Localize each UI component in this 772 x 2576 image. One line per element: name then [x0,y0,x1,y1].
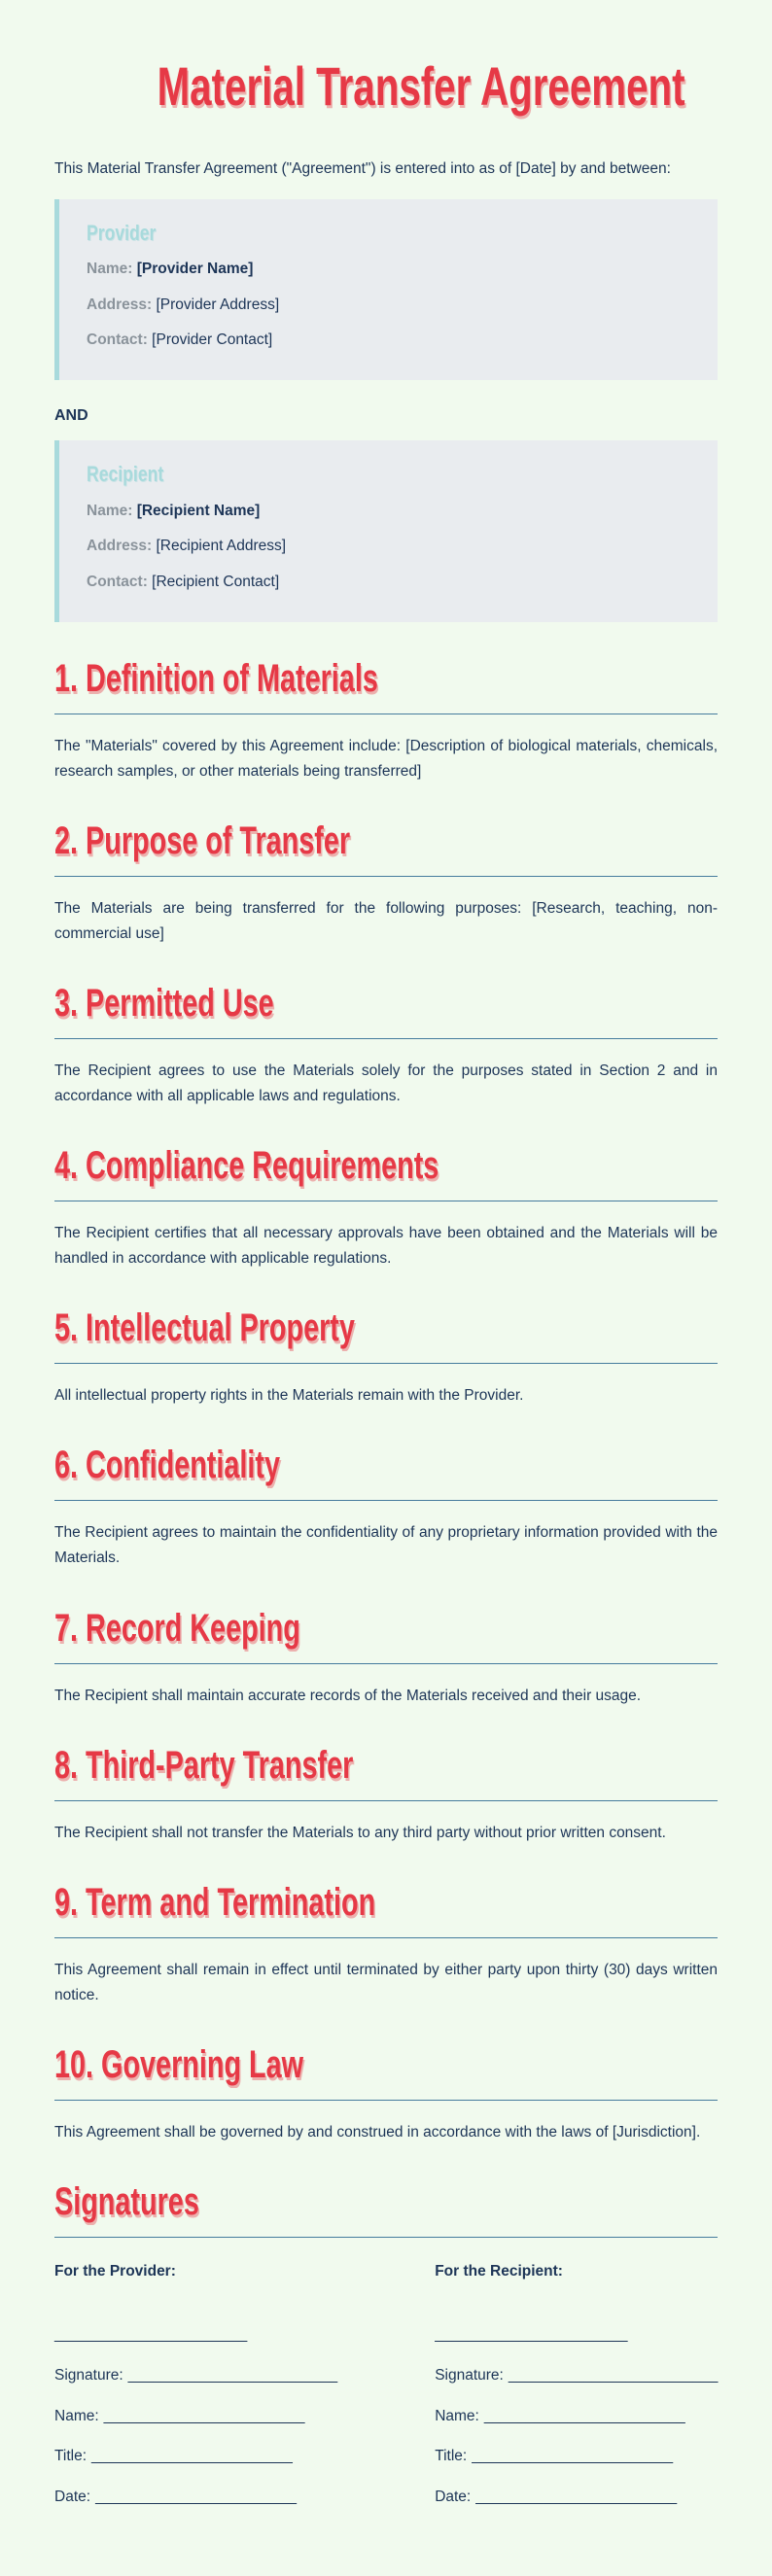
title-row [435,2446,718,2467]
section-heading [54,1742,718,1789]
section-heading [54,2041,718,2088]
name-row [435,2406,718,2427]
name-value: [Provider Name] [136,261,254,278]
section-divider [54,1937,718,1938]
date-fill-line: ________________________ [95,2489,297,2506]
signature-label: Signature: [54,2367,123,2385]
intro-text: This Material Transfer Agreement ("Agreement") is entered into as of [Date] by and between: [54,159,671,177]
section-third-party-transfer [54,1742,718,1846]
page-title [54,56,718,118]
signatures-heading-text: Signatures [54,2179,199,2223]
date-label: Date: [435,2489,472,2506]
title-fill-line: ________________________ [91,2448,293,2465]
section-heading [54,1142,718,1189]
section-heading [54,980,718,1027]
signature-fill-line: _________________________ [508,2367,719,2385]
section-divider [54,1663,718,1664]
section-heading-text: 10. Governing Law [54,2042,304,2086]
contact-label: Contact: [87,573,148,590]
signature-row [54,2365,337,2386]
signatures-section [54,2178,718,2508]
section-body: The Recipient agrees to maintain the confidentiality of any proprietary information provided with the Materials. [54,1524,718,1567]
title-label: Title: [435,2448,468,2465]
signature-row [435,2365,718,2386]
section-compliance-requirements [54,1142,718,1271]
signature-blank-line: _______________________ [435,2326,628,2344]
signatures-heading [54,2178,718,2225]
recipient-contact-row [87,572,690,593]
section-divider [54,2237,718,2238]
signature-fill-line: _________________________ [127,2367,338,2385]
section-heading-text: 1. Definition of Materials [54,657,378,701]
section-divider [54,1800,718,1801]
section-heading [54,1879,718,1926]
section-heading [54,1605,718,1652]
section-body: The Recipient certifies that all necessary approvals have been obtained and the Materials will be handled in accordance with applicable regulations. [54,1225,718,1268]
signature-label: Signature: [435,2367,504,2385]
recipient-signature-column [435,2257,718,2508]
section-body: The Recipient agrees to use the Materials solely for the purposes stated in Section 2 and in accordance with all applicable laws and regulations. [54,1062,718,1105]
section-heading-text: 8. Third-Party Transfer [54,1743,354,1787]
signature-grid [54,2257,718,2508]
provider-box [54,199,718,381]
address-label: Address: [87,296,153,313]
name-fill-line: ________________________ [103,2407,305,2424]
contact-label: Contact: [87,331,148,348]
name-value: [Recipient Name] [136,502,261,519]
name-label: Name: [54,2407,99,2424]
title-row [54,2446,337,2467]
date-row [54,2487,337,2508]
provider-name-row [87,259,690,280]
section-heading-text: 5. Intellectual Property [54,1306,355,1350]
section-body: The Materials are being transferred for the following purposes: [Research, teaching, non-commercial use] [54,900,718,943]
address-value: [Provider Address] [156,296,280,313]
section-heading-text: 2. Purpose of Transfer [54,819,351,863]
section-heading [54,818,718,864]
contact-value: [Provider Contact] [152,331,273,348]
signature-blank-line: _______________________ [54,2326,248,2344]
section-heading-text: 6. Confidentiality [54,1444,281,1487]
title-fill-line: ________________________ [472,2448,674,2465]
provider-address-row [87,295,690,316]
name-row [54,2406,337,2427]
section-divider [54,1500,718,1501]
name-label: Name: [87,261,133,278]
signature-party-label: For the Provider: [54,2262,176,2280]
section-record-keeping [54,1605,718,1709]
conjunction-text: AND [54,407,88,425]
section-confidentiality [54,1442,718,1571]
section-body: This Agreement shall remain in effect until terminated by either party upon thirty (30) days written notice. [54,1961,718,2003]
page-title-text: Material Transfer Agreement [157,55,685,117]
section-body: The "Materials" covered by this Agreement include: [Description of biological materials, chemicals, research samples, or other materials being transferred] [54,738,718,781]
address-label: Address: [87,538,153,555]
section-heading [54,1305,718,1351]
section-definition-of-materials [54,655,718,784]
section-term-and-termination [54,1879,718,2008]
recipient-address-row [87,536,690,557]
section-heading-text: 4. Compliance Requirements [54,1144,439,1188]
section-divider [54,1363,718,1364]
section-heading [54,655,718,702]
section-body: The Recipient shall maintain accurate records of the Materials received and their usage. [54,1687,642,1704]
section-heading-text: 3. Permitted Use [54,982,274,1026]
signature-party-label: For the Recipient: [435,2262,563,2280]
name-label: Name: [87,502,133,519]
recipient-name-row [87,501,690,522]
section-heading-text: 7. Record Keeping [54,1606,300,1650]
agreement-document [54,0,718,2576]
section-permitted-use [54,980,718,1109]
name-label: Name: [435,2407,479,2424]
recipient-heading-text: Recipient [87,462,164,487]
date-label: Date: [54,2489,91,2506]
title-label: Title: [54,2448,88,2465]
name-fill-line: ________________________ [483,2407,685,2424]
section-divider [54,2100,718,2101]
provider-heading-text: Provider [87,220,157,245]
section-body: All intellectual property rights in the Materials remain with the Provider. [54,1387,524,1405]
provider-contact-row [87,330,690,351]
section-governing-law [54,2041,718,2145]
date-fill-line: ________________________ [475,2489,678,2506]
section-heading [54,1442,718,1488]
section-intellectual-property [54,1305,718,1409]
recipient-box [54,440,718,622]
address-value: [Recipient Address] [156,538,287,555]
recipient-heading [87,462,690,486]
provider-signature-column [54,2257,337,2508]
provider-heading [87,221,690,245]
section-heading-text: 9. Term and Termination [54,1880,376,1924]
section-body: The Recipient shall not transfer the Materials to any third party without prior written consent. [54,1824,666,1841]
date-row [435,2487,718,2508]
contact-value: [Recipient Contact] [152,573,280,590]
section-divider [54,1038,718,1039]
section-divider [54,876,718,877]
section-body: This Agreement shall be governed by and construed in accordance with the laws of [Jurisdiction]. [54,2123,701,2141]
section-purpose-of-transfer [54,818,718,947]
